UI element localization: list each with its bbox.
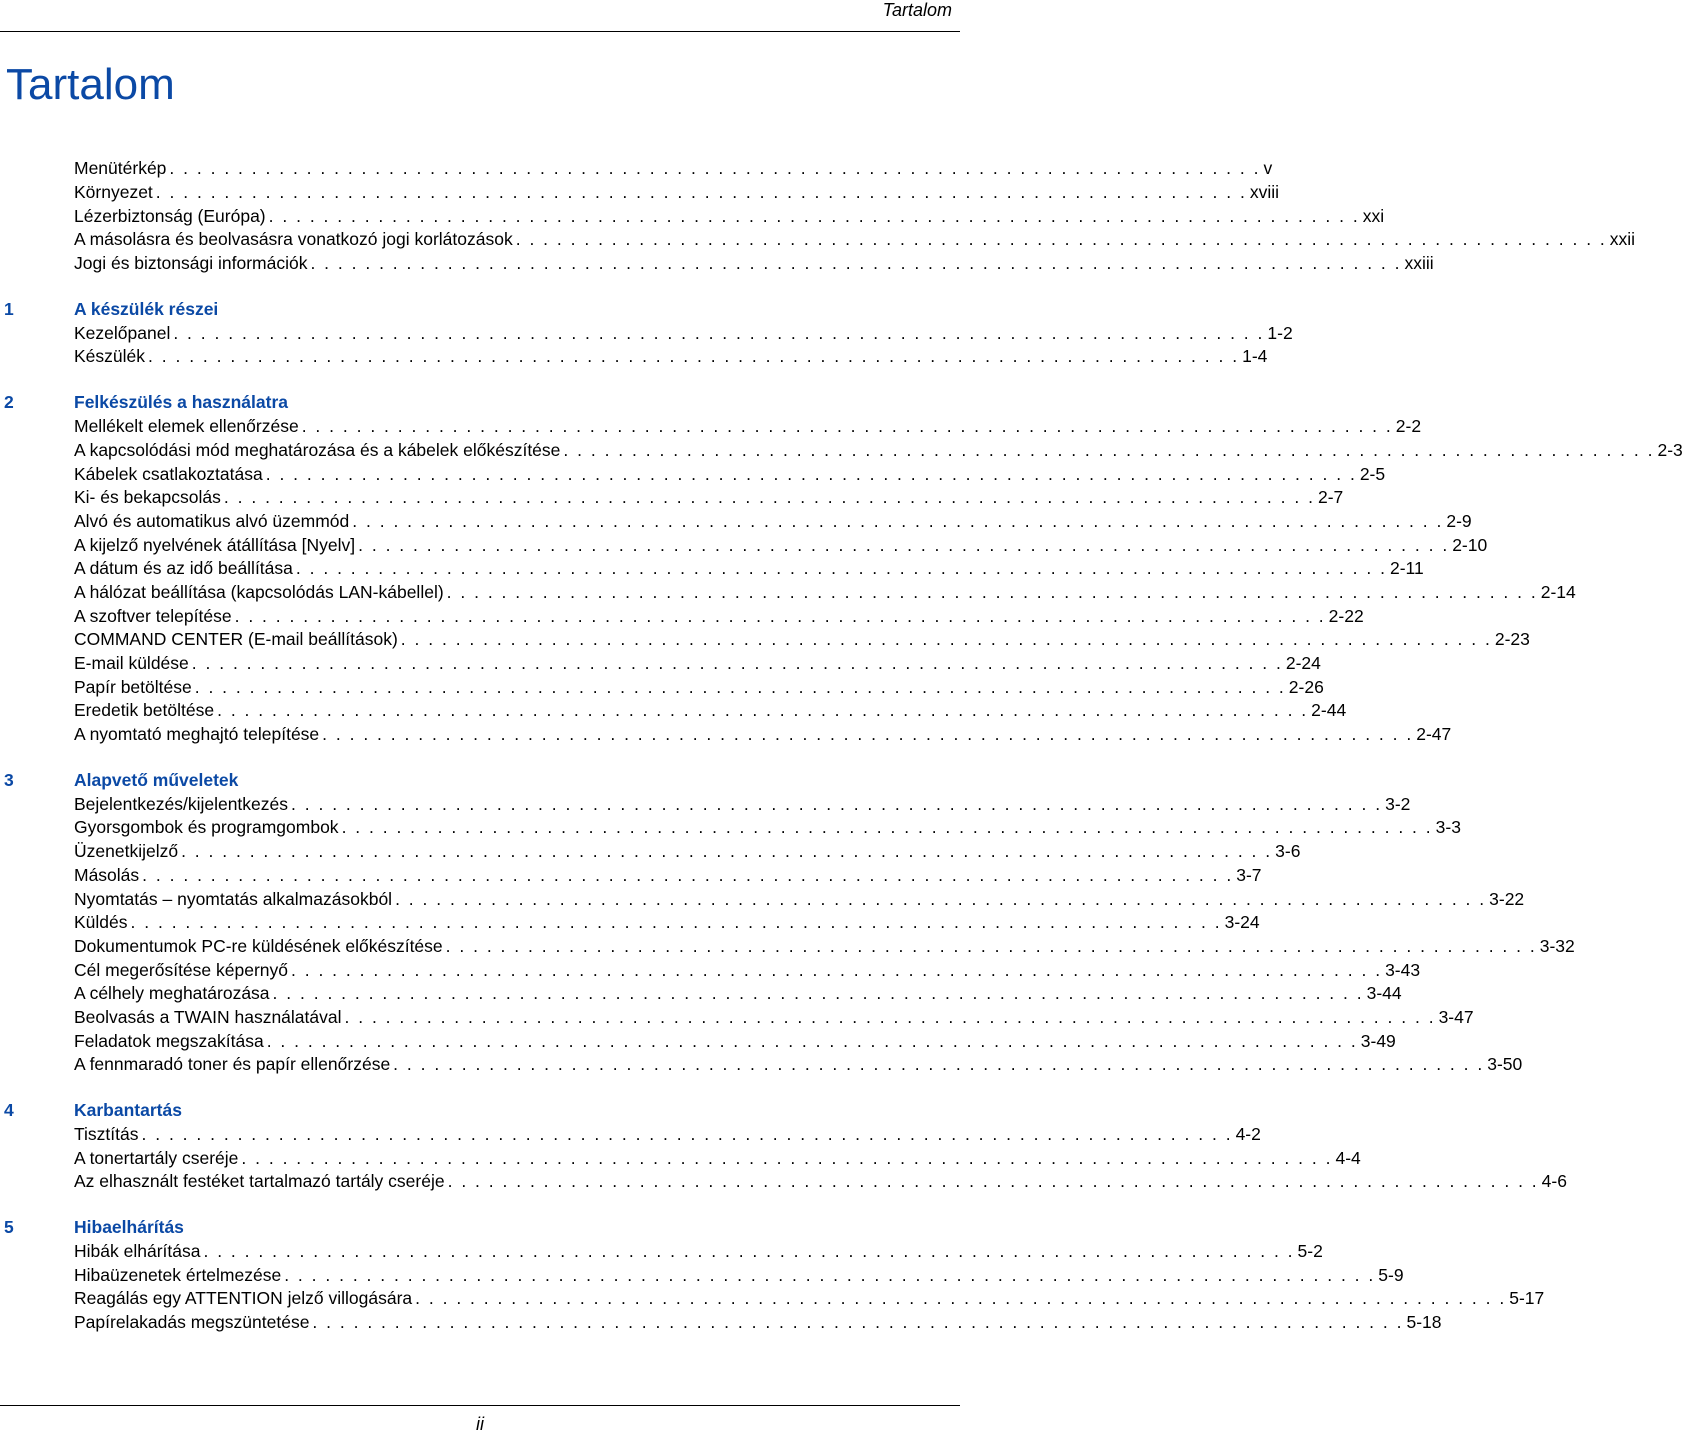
toc-entry-title: A dátum és az idő beállítása bbox=[74, 558, 293, 579]
toc-entry[interactable] bbox=[0, 533, 1488, 557]
toc-entry-title: Környezet bbox=[74, 182, 153, 203]
toc-entry[interactable] bbox=[0, 204, 1385, 228]
toc-entry-page: 2-47 bbox=[1416, 724, 1452, 745]
toc-entry[interactable] bbox=[0, 723, 1452, 747]
toc-entry-page: 3-3 bbox=[1435, 817, 1461, 838]
toc-entry[interactable] bbox=[0, 1170, 1567, 1194]
chapters-list bbox=[0, 297, 1683, 1334]
toc-entry[interactable] bbox=[0, 181, 1280, 205]
dot-leader: . . . . . . . . . . . . . . . . . . . . . . . . . . . . . . . . . . . . . . . . . . . . . . . . . . . . . . . . . . . . . . . . . . . . . . . . . . . . . . . . bbox=[223, 487, 1315, 508]
toc-entry[interactable] bbox=[0, 486, 1344, 510]
toc-entry-title: Mellékelt elemek ellenőrzése bbox=[74, 416, 299, 437]
toc-entry-page: 2-44 bbox=[1311, 700, 1347, 721]
dot-leader: . . . . . . . . . . . . . . . . . . . . . . . . . . . . . . . . . . . . . . . . . . . . . . . . . . . . . . . . . . . . . . . . . . . . . . . . . . . . . . . . bbox=[155, 182, 1247, 203]
dot-leader: . . . . . . . . . . . . . . . . . . . . . . . . . . . . . . . . . . . . . . . . . . . . . . . . . . . . . . . . . . . . . . . . . . . . . . . . . . . . . . . . bbox=[173, 322, 1265, 343]
footer-rule bbox=[0, 1405, 960, 1406]
toc-entry-page: 3-24 bbox=[1224, 912, 1260, 933]
toc-entry-title: Az elhasznált festéket tartalmazó tartály cseréje bbox=[74, 1171, 445, 1192]
chapter-section bbox=[0, 768, 1575, 1076]
chapter-number: 1 bbox=[4, 298, 14, 319]
dot-leader: . . . . . . . . . . . . . . . . . . . . . . . . . . . . . . . . . . . . . . . . . . . . . . . . . . . . . . . . . . . . . . . . . . . . . . . . . . . . . . . . bbox=[352, 510, 1444, 531]
toc-entry-title: Tisztítás bbox=[74, 1124, 139, 1145]
toc-entry-title: Dokumentumok PC-re küldésének előkészítése bbox=[74, 935, 443, 956]
dot-leader: . . . . . . . . . . . . . . . . . . . . . . . . . . . . . . . . . . . . . . . . . . . . . . . . . . . . . . . . . . . . . . . . . . . . . . . . . . . . . . . . bbox=[358, 534, 1450, 555]
toc-entry-page: 1-2 bbox=[1267, 322, 1293, 343]
toc-entry-title: A célhely meghatározása bbox=[74, 983, 270, 1004]
toc-entry-title: Papír betöltése bbox=[74, 676, 192, 697]
toc-entry[interactable] bbox=[0, 557, 1424, 581]
toc-entry-page: 2-24 bbox=[1285, 653, 1321, 674]
toc-entry[interactable] bbox=[0, 675, 1324, 699]
toc-entry-page: 5-9 bbox=[1378, 1264, 1404, 1285]
toc-entry-page: xxiii bbox=[1404, 253, 1434, 274]
toc-entry[interactable] bbox=[0, 652, 1321, 676]
toc-entry[interactable] bbox=[0, 1053, 1523, 1077]
dot-leader: . . . . . . . . . . . . . . . . . . . . . . . . . . . . . . . . . . . . . . . . . . . . . . . . . . . . . . . . . . . . . . . . . . . . . . . . . . . . . . . . bbox=[181, 841, 1273, 862]
toc-entry-title: Feladatok megszakítása bbox=[74, 1030, 264, 1051]
toc-entry-page: 1-4 bbox=[1242, 346, 1268, 367]
toc-entry-page: 3-6 bbox=[1275, 841, 1301, 862]
dot-leader: . . . . . . . . . . . . . . . . . . . . . . . . . . . . . . . . . . . . . . . . . . . . . . . . . . . . . . . . . . . . . . . . . . . . . . . . . . . . . . . . bbox=[272, 983, 1364, 1004]
toc-entry-page: 2-3 bbox=[1657, 439, 1683, 460]
toc-entry-page: 3-2 bbox=[1385, 793, 1411, 814]
toc-entry[interactable] bbox=[0, 699, 1347, 723]
toc-entry[interactable] bbox=[0, 911, 1260, 935]
chapter-heading[interactable] bbox=[0, 297, 960, 321]
toc-entry-title: Hibák elhárítása bbox=[74, 1241, 201, 1262]
toc-entry-page: xxi bbox=[1362, 205, 1385, 226]
chapter-heading[interactable] bbox=[0, 391, 960, 415]
chapter-section bbox=[0, 391, 1683, 747]
toc-entry[interactable] bbox=[0, 345, 1268, 369]
toc-entry-page: 2-7 bbox=[1317, 487, 1344, 508]
chapter-number: 2 bbox=[4, 392, 14, 413]
toc-entry[interactable] bbox=[0, 982, 1402, 1006]
toc-entry-title: Menütérkép bbox=[74, 158, 167, 179]
toc-entry-page: 3-50 bbox=[1487, 1054, 1523, 1075]
chapter-number: 3 bbox=[4, 769, 14, 790]
toc-entry-title: E-mail küldése bbox=[74, 653, 189, 674]
toc-entry-title: Készülék bbox=[74, 346, 146, 367]
table-of-contents bbox=[0, 157, 1683, 1357]
dot-leader: . . . . . . . . . . . . . . . . . . . . . . . . . . . . . . . . . . . . . . . . . . . . . . . . . . . . . . . . . . . . . . . . . . . . . . . . . . . . . . . . bbox=[268, 205, 1360, 226]
dot-leader: . . . . . . . . . . . . . . . . . . . . . . . . . . . . . . . . . . . . . . . . . . . . . . . . . . . . . . . . . . . . . . . . . . . . . . . . . . . . . . . . bbox=[234, 605, 1326, 626]
toc-entry-page: 2-9 bbox=[1446, 510, 1472, 531]
toc-entry-title: A kapcsolódási mód meghatározása és a kábelek előkészítése bbox=[74, 439, 561, 460]
chapter-title: Felkészülés a használatra bbox=[74, 392, 288, 413]
toc-entry-page: 2-14 bbox=[1540, 581, 1576, 602]
toc-entry[interactable] bbox=[0, 1240, 1323, 1264]
toc-entry[interactable] bbox=[0, 462, 1386, 486]
toc-entry-title: Papírelakadás megszüntetése bbox=[74, 1312, 310, 1333]
toc-entry[interactable] bbox=[0, 1146, 1361, 1170]
dot-leader: . . . . . . . . . . . . . . . . . . . . . . . . . . . . . . . . . . . . . . . . . . . . . . . . . . . . . . . . . . . . . . . . . . . . . . . . . . . . . . . . bbox=[284, 1264, 1376, 1285]
toc-entry-page: xviii bbox=[1249, 182, 1280, 203]
dot-leader: . . . . . . . . . . . . . . . . . . . . . . . . . . . . . . . . . . . . . . . . . . . . . . . . . . . . . . . . . . . . . . . . . . . . . . . . . . . . . . . . bbox=[241, 1147, 1333, 1168]
toc-entry-page: v bbox=[1263, 158, 1273, 179]
toc-entry[interactable] bbox=[0, 1006, 1474, 1030]
toc-entry-page: 2-10 bbox=[1452, 534, 1488, 555]
toc-entry-title: Ki- és bekapcsolás bbox=[74, 487, 221, 508]
toc-entry-page: 5-17 bbox=[1509, 1288, 1545, 1309]
toc-entry-page: 4-6 bbox=[1541, 1171, 1567, 1192]
dot-leader: . . . . . . . . . . . . . . . . . . . . . . . . . . . . . . . . . . . . . . . . . . . . . . . . . . . . . . . . . . . . . . . . . . . . . . . . . . . . . . . . bbox=[415, 1288, 1507, 1309]
running-header: Tartalom bbox=[882, 0, 952, 20]
toc-entry-title: Beolvasás a TWAIN használatával bbox=[74, 1006, 342, 1027]
dot-leader: . . . . . . . . . . . . . . . . . . . . . . . . . . . . . . . . . . . . . . . . . . . . . . . . . . . . . . . . . . . . . . . . . . . . . . . . . . . . . . . . bbox=[266, 1030, 1358, 1051]
dot-leader: . . . . . . . . . . . . . . . . . . . . . . . . . . . . . . . . . . . . . . . . . . . . . . . . . . . . . . . . . . . . . . . . . . . . . . . . . . . . . . . . bbox=[169, 158, 1261, 179]
toc-entry-title: Hibaüzenetek értelmezése bbox=[74, 1264, 282, 1285]
toc-entry-page: 2-5 bbox=[1359, 463, 1386, 484]
chapter-section bbox=[0, 1099, 1567, 1194]
toc-entry-title: Lézerbiztonság (Európa) bbox=[74, 205, 266, 226]
toc-entry-page: 3-44 bbox=[1366, 983, 1402, 1004]
toc-entry[interactable] bbox=[0, 864, 1262, 888]
dot-leader: . . . . . . . . . . . . . . . . . . . . . . . . . . . . . . . . . . . . . . . . . . . . . . . . . . . . . . . . . . . . . . . . . . . . . . . . . . . . . . . . bbox=[445, 935, 1537, 956]
chapter-title: Hibaelhárítás bbox=[74, 1217, 184, 1238]
toc-entry-title: A szoftver telepítése bbox=[74, 605, 232, 626]
dot-leader: . . . . . . . . . . . . . . . . . . . . . . . . . . . . . . . . . . . . . . . . . . . . . . . . . . . . . . . . . . . . . . . . . . . . . . . . . . . . . . . . bbox=[322, 724, 1414, 745]
toc-entry-page: 2-11 bbox=[1389, 558, 1424, 579]
dot-leader: . . . . . . . . . . . . . . . . . . . . . . . . . . . . . . . . . . . . . . . . . . . . . . . . . . . . . . . . . . . . . . . . . . . . . . . . . . . . . . . . bbox=[191, 653, 1283, 674]
toc-entry-title: Küldés bbox=[74, 912, 128, 933]
toc-entry[interactable] bbox=[0, 816, 1461, 840]
toc-entry-page: 2-23 bbox=[1494, 629, 1530, 650]
dot-leader: . . . . . . . . . . . . . . . . . . . . . . . . . . . . . . . . . . . . . . . . . . . . . . . . . . . . . . . . . . . . . . . . . . . . . . . . . . . . . . . . bbox=[344, 1006, 1436, 1027]
toc-entry-page: 2-22 bbox=[1328, 605, 1364, 626]
toc-entry-title: Kezelőpanel bbox=[74, 322, 171, 343]
toc-entry-title: Jogi és biztonsági információk bbox=[74, 253, 308, 274]
toc-entry-page: 3-43 bbox=[1385, 959, 1421, 980]
chapter-heading[interactable] bbox=[0, 768, 960, 792]
toc-entry-page: 4-2 bbox=[1235, 1124, 1261, 1145]
toc-entry-title: A fennmaradó toner és papír ellenőrzése bbox=[74, 1054, 391, 1075]
toc-entry[interactable] bbox=[0, 157, 1273, 181]
toc-entry[interactable] bbox=[0, 628, 1530, 652]
toc-entry-title: COMMAND CENTER (E-mail beállítások) bbox=[74, 629, 398, 650]
toc-entry[interactable] bbox=[0, 321, 1293, 345]
dot-leader: . . . . . . . . . . . . . . . . . . . . . . . . . . . . . . . . . . . . . . . . . . . . . . . . . . . . . . . . . . . . . . . . . . . . . . . . . . . . . . . . bbox=[148, 346, 1240, 367]
toc-entry-page: 5-2 bbox=[1297, 1241, 1323, 1262]
toc-entry[interactable] bbox=[0, 1287, 1545, 1311]
dot-leader: . . . . . . . . . . . . . . . . . . . . . . . . . . . . . . . . . . . . . . . . . . . . . . . . . . . . . . . . . . . . . . . . . . . . . . . . . . . . . . . . bbox=[341, 817, 1433, 838]
toc-entry[interactable] bbox=[0, 581, 1576, 605]
dot-leader: . . . . . . . . . . . . . . . . . . . . . . . . . . . . . . . . . . . . . . . . . . . . . . . . . . . . . . . . . . . . . . . . . . . . . . . . . . . . . . . . bbox=[291, 959, 1383, 980]
toc-entry[interactable] bbox=[0, 1029, 1396, 1053]
dot-leader: . . . . . . . . . . . . . . . . . . . . . . . . . . . . . . . . . . . . . . . . . . . . . . . . . . . . . . . . . . . . . . . . . . . . . . . . . . . . . . . . bbox=[141, 1124, 1233, 1145]
chapter-section bbox=[0, 297, 1293, 368]
toc-entry-title: A hálózat beállítása (kapcsolódás LAN-kábellel) bbox=[74, 581, 444, 602]
toc-entry[interactable] bbox=[0, 1263, 1404, 1287]
toc-entry[interactable] bbox=[0, 958, 1421, 982]
toc-entry[interactable] bbox=[0, 252, 1434, 276]
chapter-title: A készülék részei bbox=[74, 298, 219, 319]
dot-leader: . . . . . . . . . . . . . . . . . . . . . . . . . . . . . . . . . . . . . . . . . . . . . . . . . . . . . . . . . . . . . . . . . . . . . . . . . . . . . . . . bbox=[563, 439, 1655, 460]
toc-entry-page: 3-47 bbox=[1438, 1006, 1474, 1027]
toc-entry[interactable] bbox=[0, 510, 1472, 534]
toc-entry[interactable] bbox=[0, 1311, 1442, 1335]
toc-entry-page: 2-2 bbox=[1395, 416, 1422, 437]
chapter-number: 4 bbox=[4, 1100, 14, 1121]
toc-entry-title: Kábelek csatlakoztatása bbox=[74, 463, 263, 484]
toc-entry[interactable] bbox=[0, 1123, 1261, 1147]
dot-leader: . . . . . . . . . . . . . . . . . . . . . . . . . . . . . . . . . . . . . . . . . . . . . . . . . . . . . . . . . . . . . . . . . . . . . . . . . . . . . . . . bbox=[395, 888, 1487, 909]
toc-entry-page: 5-18 bbox=[1406, 1312, 1442, 1333]
chapter-title: Karbantartás bbox=[74, 1100, 182, 1121]
toc-entry[interactable] bbox=[0, 228, 1636, 252]
chapter-heading[interactable] bbox=[0, 1099, 960, 1123]
toc-entry-title: Másolás bbox=[74, 864, 140, 885]
dot-leader: . . . . . . . . . . . . . . . . . . . . . . . . . . . . . . . . . . . . . . . . . . . . . . . . . . . . . . . . . . . . . . . . . . . . . . . . . . . . . . . . bbox=[194, 676, 1286, 697]
toc-entry-title: A kijelző nyelvének átállítása [Nyelv] bbox=[74, 534, 356, 555]
toc-entry-page: 4-4 bbox=[1335, 1147, 1361, 1168]
dot-leader: . . . . . . . . . . . . . . . . . . . . . . . . . . . . . . . . . . . . . . . . . . . . . . . . . . . . . . . . . . . . . . . . . . . . . . . . . . . . . . . . bbox=[295, 558, 1387, 579]
dot-leader: . . . . . . . . . . . . . . . . . . . . . . . . . . . . . . . . . . . . . . . . . . . . . . . . . . . . . . . . . . . . . . . . . . . . . . . . . . . . . . . . bbox=[312, 1312, 1404, 1333]
chapter-number: 5 bbox=[4, 1217, 14, 1238]
toc-entry-title: Cél megerősítése képernyő bbox=[74, 959, 288, 980]
header-rule bbox=[0, 31, 960, 32]
toc-entry-title: Eredetik betöltése bbox=[74, 700, 215, 721]
toc-entry-page: 2-26 bbox=[1288, 676, 1324, 697]
dot-leader: . . . . . . . . . . . . . . . . . . . . . . . . . . . . . . . . . . . . . . . . . . . . . . . . . . . . . . . . . . . . . . . . . . . . . . . . . . . . . . . . bbox=[291, 793, 1383, 814]
dot-leader: . . . . . . . . . . . . . . . . . . . . . . . . . . . . . . . . . . . . . . . . . . . . . . . . . . . . . . . . . . . . . . . . . . . . . . . . . . . . . . . . bbox=[217, 700, 1309, 721]
chapter-title: Alapvető műveletek bbox=[74, 769, 239, 790]
dot-leader: . . . . . . . . . . . . . . . . . . . . . . . . . . . . . . . . . . . . . . . . . . . . . . . . . . . . . . . . . . . . . . . . . . . . . . . . . . . . . . . . bbox=[393, 1054, 1485, 1075]
toc-entry[interactable] bbox=[0, 792, 1411, 816]
page-title: Tartalom bbox=[6, 60, 175, 109]
toc-entry-title: A másolásra és beolvasásra vonatkozó jogi korlátozások bbox=[74, 229, 513, 250]
toc-entry-title: Gyorsgombok és programgombok bbox=[74, 817, 339, 838]
toc-entry-title: Nyomtatás – nyomtatás alkalmazásokból bbox=[74, 888, 393, 909]
toc-entry[interactable] bbox=[0, 840, 1301, 864]
toc-entry-page: 3-32 bbox=[1539, 935, 1575, 956]
chapter-heading[interactable] bbox=[0, 1216, 960, 1240]
dot-leader: . . . . . . . . . . . . . . . . . . . . . . . . . . . . . . . . . . . . . . . . . . . . . . . . . . . . . . . . . . . . . . . . . . . . . . . . . . . . . . . . bbox=[265, 463, 1357, 484]
toc-entry-title: A tonertartály cseréje bbox=[74, 1147, 239, 1168]
toc-entry-title: Reagálás egy ATTENTION jelző villogására bbox=[74, 1288, 413, 1309]
page-number: ii bbox=[476, 1414, 484, 1434]
toc-entry[interactable] bbox=[0, 604, 1364, 628]
toc-entry-page: 3-22 bbox=[1489, 888, 1525, 909]
dot-leader: . . . . . . . . . . . . . . . . . . . . . . . . . . . . . . . . . . . . . . . . . . . . . . . . . . . . . . . . . . . . . . . . . . . . . . . . . . . . . . . . bbox=[447, 1171, 1539, 1192]
dot-leader: . . . . . . . . . . . . . . . . . . . . . . . . . . . . . . . . . . . . . . . . . . . . . . . . . . . . . . . . . . . . . . . . . . . . . . . . . . . . . . . . bbox=[446, 581, 1538, 602]
dot-leader: . . . . . . . . . . . . . . . . . . . . . . . . . . . . . . . . . . . . . . . . . . . . . . . . . . . . . . . . . . . . . . . . . . . . . . . . . . . . . . . . bbox=[400, 629, 1492, 650]
toc-entry-page: 3-7 bbox=[1236, 864, 1262, 885]
toc-entry[interactable] bbox=[0, 887, 1525, 911]
toc-entry-page: xxii bbox=[1609, 229, 1636, 250]
dot-leader: . . . . . . . . . . . . . . . . . . . . . . . . . . . . . . . . . . . . . . . . . . . . . . . . . . . . . . . . . . . . . . . . . . . . . . . . . . . . . . . . bbox=[515, 229, 1607, 250]
toc-entry-title: Üzenetkijelző bbox=[74, 841, 179, 862]
chapter-section bbox=[0, 1216, 1545, 1335]
toc-entry-page: 3-49 bbox=[1360, 1030, 1396, 1051]
dot-leader: . . . . . . . . . . . . . . . . . . . . . . . . . . . . . . . . . . . . . . . . . . . . . . . . . . . . . . . . . . . . . . . . . . . . . . . . . . . . . . . . bbox=[130, 912, 1222, 933]
dot-leader: . . . . . . . . . . . . . . . . . . . . . . . . . . . . . . . . . . . . . . . . . . . . . . . . . . . . . . . . . . . . . . . . . . . . . . . . . . . . . . . . bbox=[203, 1241, 1295, 1262]
toc-entry[interactable] bbox=[0, 439, 1683, 463]
front-matter-section bbox=[0, 157, 1636, 275]
dot-leader: . . . . . . . . . . . . . . . . . . . . . . . . . . . . . . . . . . . . . . . . . . . . . . . . . . . . . . . . . . . . . . . . . . . . . . . . . . . . . . . . bbox=[301, 416, 1393, 437]
dot-leader: . . . . . . . . . . . . . . . . . . . . . . . . . . . . . . . . . . . . . . . . . . . . . . . . . . . . . . . . . . . . . . . . . . . . . . . . . . . . . . . . bbox=[142, 864, 1234, 885]
toc-entry-title: Alvó és automatikus alvó üzemmód bbox=[74, 510, 350, 531]
toc-entry-title: A nyomtató meghajtó telepítése bbox=[74, 724, 320, 745]
toc-entry-title: Bejelentkezés/kijelentkezés bbox=[74, 793, 289, 814]
toc-entry[interactable] bbox=[0, 935, 1575, 959]
dot-leader: . . . . . . . . . . . . . . . . . . . . . . . . . . . . . . . . . . . . . . . . . . . . . . . . . . . . . . . . . . . . . . . . . . . . . . . . . . . . . . . . bbox=[310, 253, 1402, 274]
toc-entry[interactable] bbox=[0, 415, 1422, 439]
